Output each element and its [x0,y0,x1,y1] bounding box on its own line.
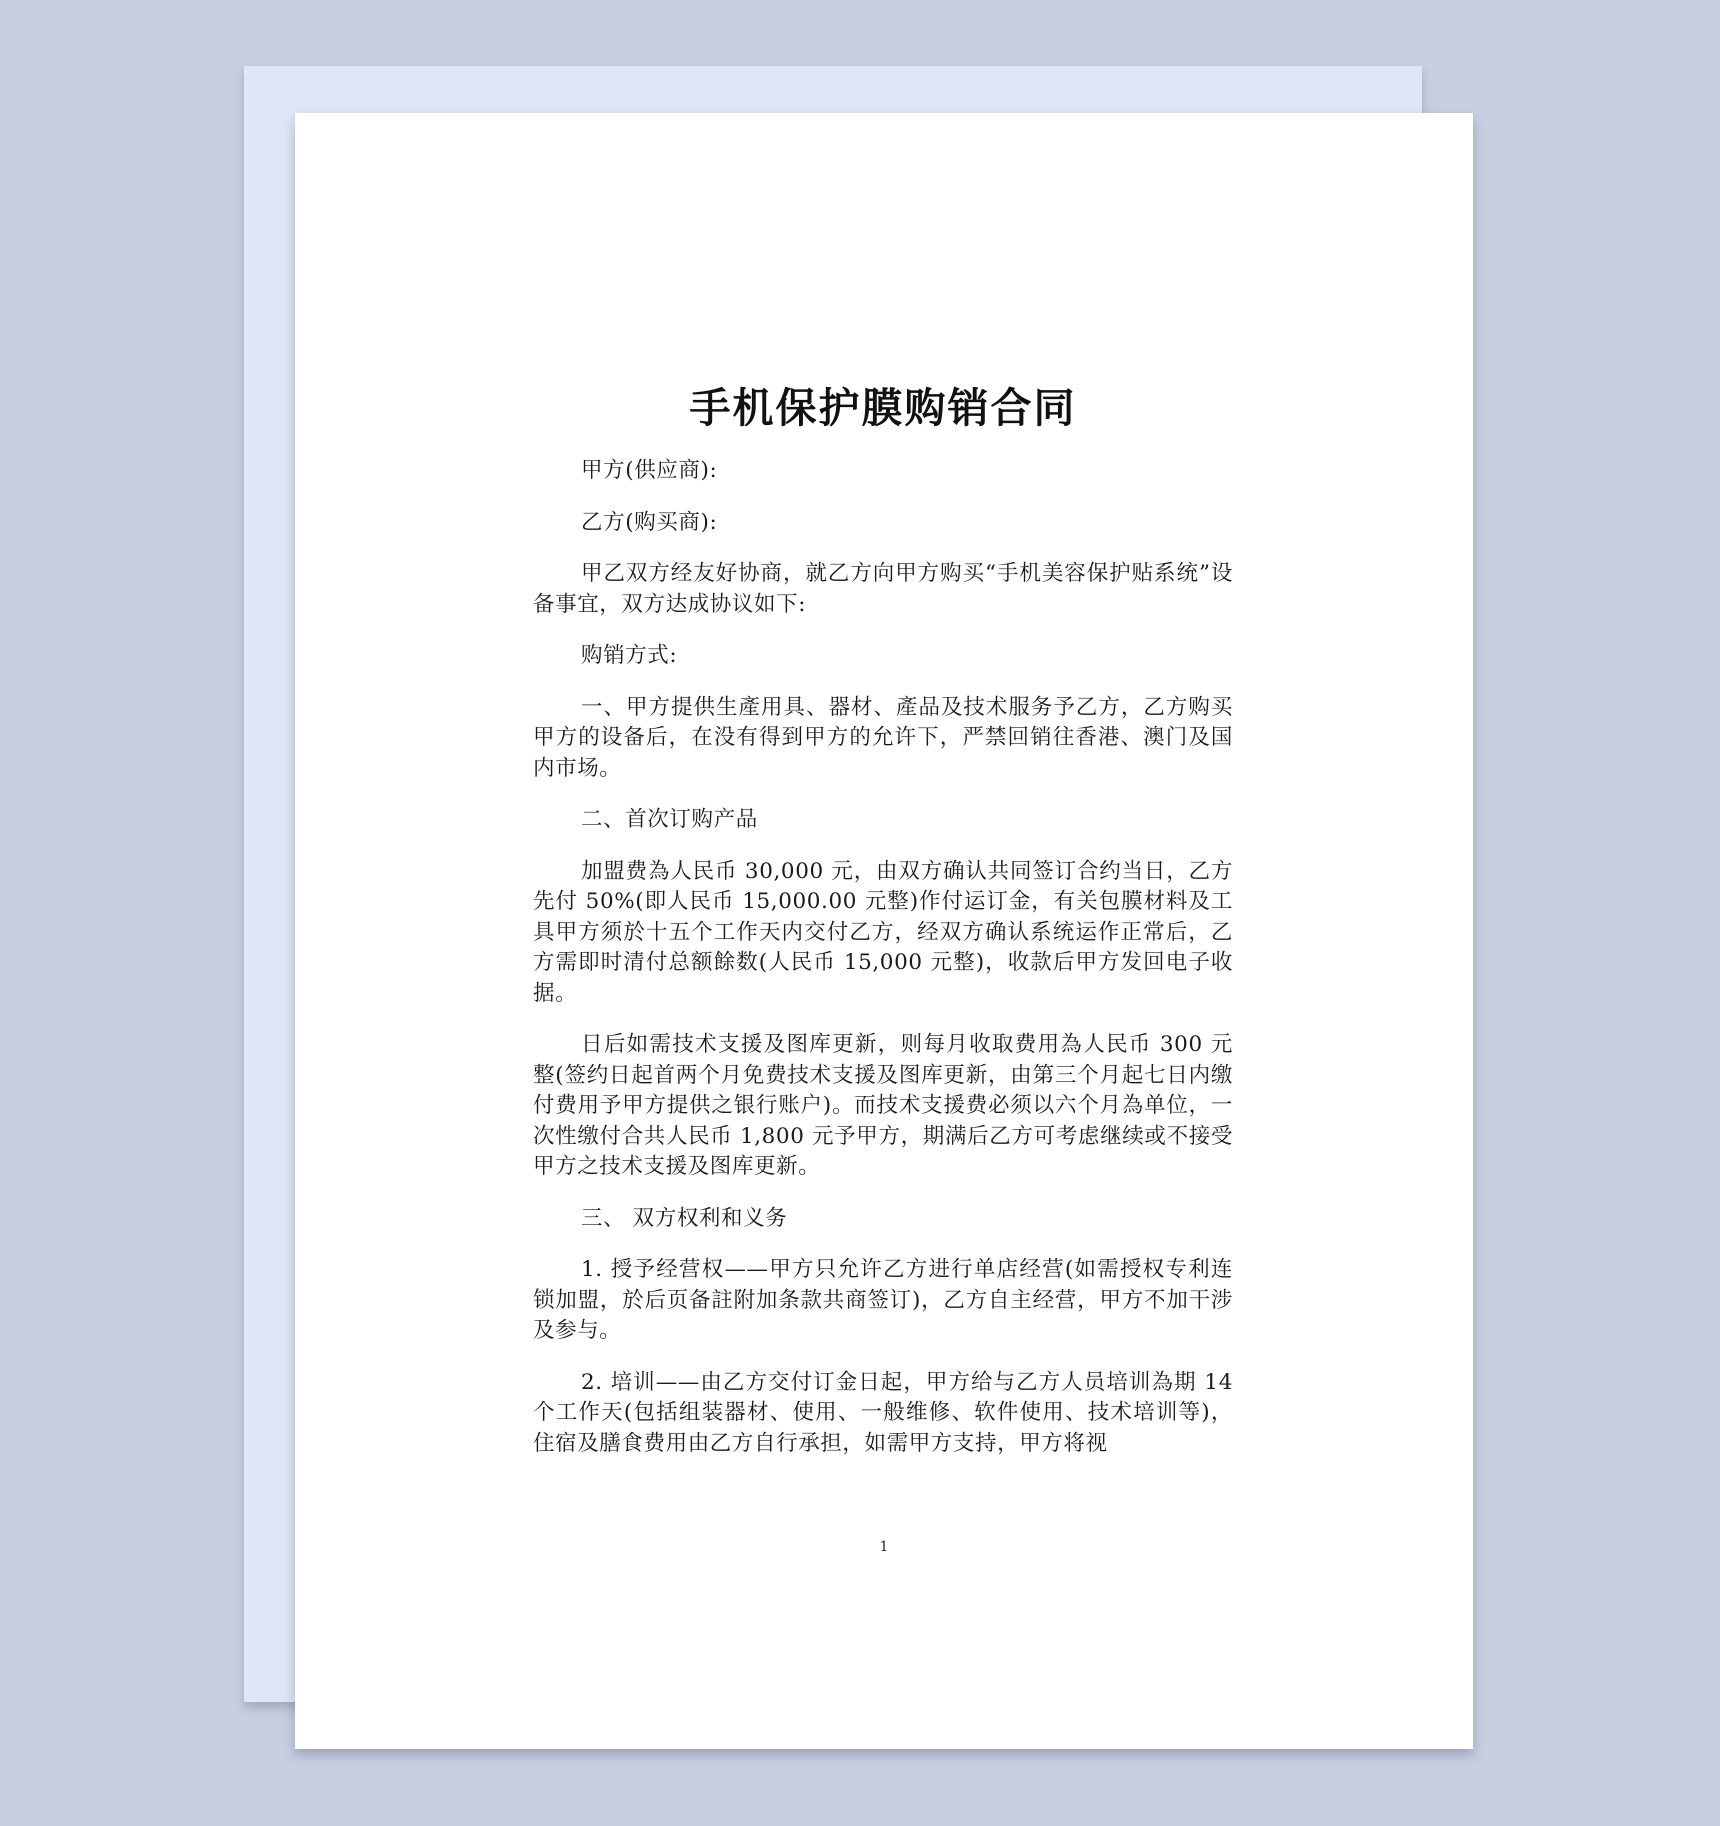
party-b-line: 乙方(购买商): [581,509,718,535]
page-number: 1 [879,1539,889,1555]
party-a-line: 甲方(供应商): [581,458,718,483]
tech-support-paragraph: 日后如需技术支援及图库更新，则每月收取费用為人民币 300 元整(签约日起首两个月免费技术支援及图库更新，由第三个月起七日内缴付费用予甲方提供之银行账户)。而技术支援费必须以六个月為单位，一次性缴付合共人民币 1,800 元予甲方，期满后乙方可考虑继续或不接受甲方之技术支援及图库更新。 [533,1032,1233,1179]
document-page [295,113,1473,1749]
document-content [533,375,1233,1480]
intro-paragraph: 甲乙双方经友好协商，就乙方向甲方购买“手机美容保护贴系统”设备事宜，双方达成协议如下: [533,561,1233,617]
document-title: 手机保护膜购销合同 [689,384,1077,432]
section-heading-sales-method: 购销方式: [581,643,678,668]
clause-licensing: 1. 授予经营权——甲方只允许乙方进行单店经营(如需授权专利连锁加盟，於后页备註附加条款共商签订)，乙方自主经营，甲方不加干涉及参与。 [533,1257,1233,1343]
section-heading-rights: 三、 双方权利和义务 [581,1205,788,1231]
franchise-fee-paragraph: 加盟费為人民币 30,000 元，由双方确认共同签订合约当日，乙方先付 50%(即人民币 15,000.00 元整)作付运订金，有关包膜材料及工具甲方须於十五个工作天内交付乙方，经双方确认系统运作正常后，乙方需即时清付总额餘数(人民币 15,000 元整)，收款后甲方发回电子收据。 [533,858,1233,1006]
section-heading-first-order: 二、首次订购产品 [581,807,758,832]
clause-training: 2. 培训——由乙方交付订金日起，甲方给与乙方人员培训為期 14 个工作天(包括组装器材、使用、一般维修、软件使用、技术培训等)，住宿及膳食费用由乙方自行承担，如需甲方支持，甲方将视 [533,1369,1233,1456]
clause-one: 一、甲方提供生產用具、器材、產品及技术服务予乙方，乙方购买甲方的设备后，在没有得到甲方的允许下，严禁回销往香港、澳门及国内市场。 [533,694,1233,781]
